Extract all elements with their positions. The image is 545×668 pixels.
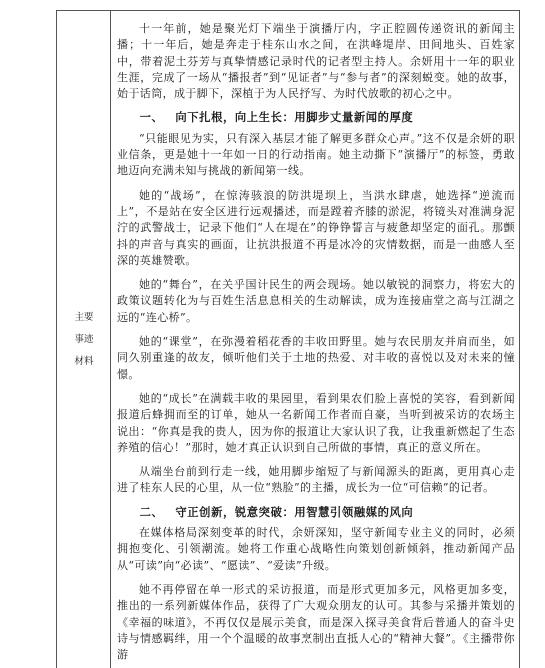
- body-paragraph: 她的“课堂”，在弥漫着稻花香的丰收田野里。她与农民朋友并肩而坐，如同久别重逢的故友，倾听他们关于土地的热爱、对丰收的喜悦以及对未来的憧憬。: [117, 335, 515, 381]
- body-paragraph: 她的“战场”，在惊涛骇浪的防洪堤坝上，当洪水肆虐，她选择“逆流而上”，不是站在安全区进行远观播述，而是蹚着齐膝的淤泥，将镜头对准满身泥泞的武警战士，记录下他们“人在堤在”的铮铮誓言与疲惫却坚定的面孔。那颤抖的声音与真实的画面，让抗洪报道不再是冰冷的灾情数据，而是一曲感人至深的英雄赞歌。: [117, 188, 515, 267]
- intro-paragraph: 十一年前，她是聚光灯下端坐于演播厅内，字正腔圆传递资讯的新闻主播；十一年后，她是奔走于桂东山水之间，在洪峰堤岸、田间地头、百姓家中，带着泥土芬芳与真挚情感记录时代的记者型主持人。余妍用十一年的职业生涯，完成了一场从“播报者”到“见证者”与“参与者”的深刻蜕变。她的故事，始于话筒，成于脚下，深植于为人民抒写、为时代放歌的初心之中。: [117, 22, 515, 101]
- body-paragraph: 她的“舞台”，在关乎国计民生的两会现场。她以敏锐的洞察力，将宏大的政策议题转化为与百姓生活息息相关的生动解读，成为连接庙堂之高与江湖之远的“连心桥”。: [117, 278, 515, 324]
- row-label-line: 事迹: [74, 334, 94, 345]
- row-label-line: 主要: [74, 312, 94, 323]
- body-paragraph: 从端坐台前到行走一线，她用脚步缩短了与新闻源头的距离，更用真心走进了桂东人民的心里，从一位“熟脸”的主播，成长为一位“可信赖”的记者。: [117, 465, 515, 495]
- label-column: [57, 11, 111, 668]
- body-paragraph: 她的“成长”在满载丰收的果园里，看到果农们脸上喜悦的笑容，看到新闻报道后蜂拥而至的订单，她从一名新闻工作者而自豪，当听到被采访的农场主说出：“你真是我的贵人，因为你的报道让大家认识了我，让我重新燃起了生态养殖的信心！”那时，她才真正认识到自己所做的事情，真正的意义所在。: [117, 391, 515, 454]
- material-table: [56, 10, 520, 668]
- section-heading-2: [117, 504, 515, 520]
- body-paragraph: 她不再停留在单一形式的采访报道，而是形式更加多元，风格更加多变，推出的一系列新媒体作品，获得了广大观众朋友的认可。其参与采播并策划的《幸福的味道》，不再仅仅是展示美食，而是深入探寻美食背后普通人的奋斗史诗与情感羁绊，用一个个温暖的故事烹制出直抵人心的“精神大餐”。《主播带你游: [117, 582, 515, 662]
- section-title: 向下扎根，向上生长：用脚步丈量新闻的厚度: [175, 110, 414, 125]
- section-number: 二、: [139, 504, 164, 519]
- body-paragraph: “只能眼见为实，只有深入基层才能了解更多群众心声。”这不仅是余妍的职业信条，更是她十一年如一日的行动指南。她主动撕下“演播厅”的标签，勇敢地迈向充满未知与挑战的新闻第一线。: [117, 131, 515, 178]
- section-title: 守正创新，锐意突破：用智慧引领融媒的风向: [175, 504, 414, 519]
- section-heading-1: [117, 109, 515, 125]
- section-number: 一、: [139, 110, 164, 125]
- body-paragraph: 在媒体格局深刻变革的时代，余妍深知，坚守新闻专业主义的同时，必须拥抱变化、引领潮流。她将工作重心战略性向策划创新倾斜，推动新闻产品从“可读”向“必读”、“愿读”、“爱读”升级。: [117, 526, 515, 572]
- material-content: [117, 21, 515, 663]
- row-label: [57, 307, 111, 373]
- row-label-line: 材料: [74, 356, 94, 367]
